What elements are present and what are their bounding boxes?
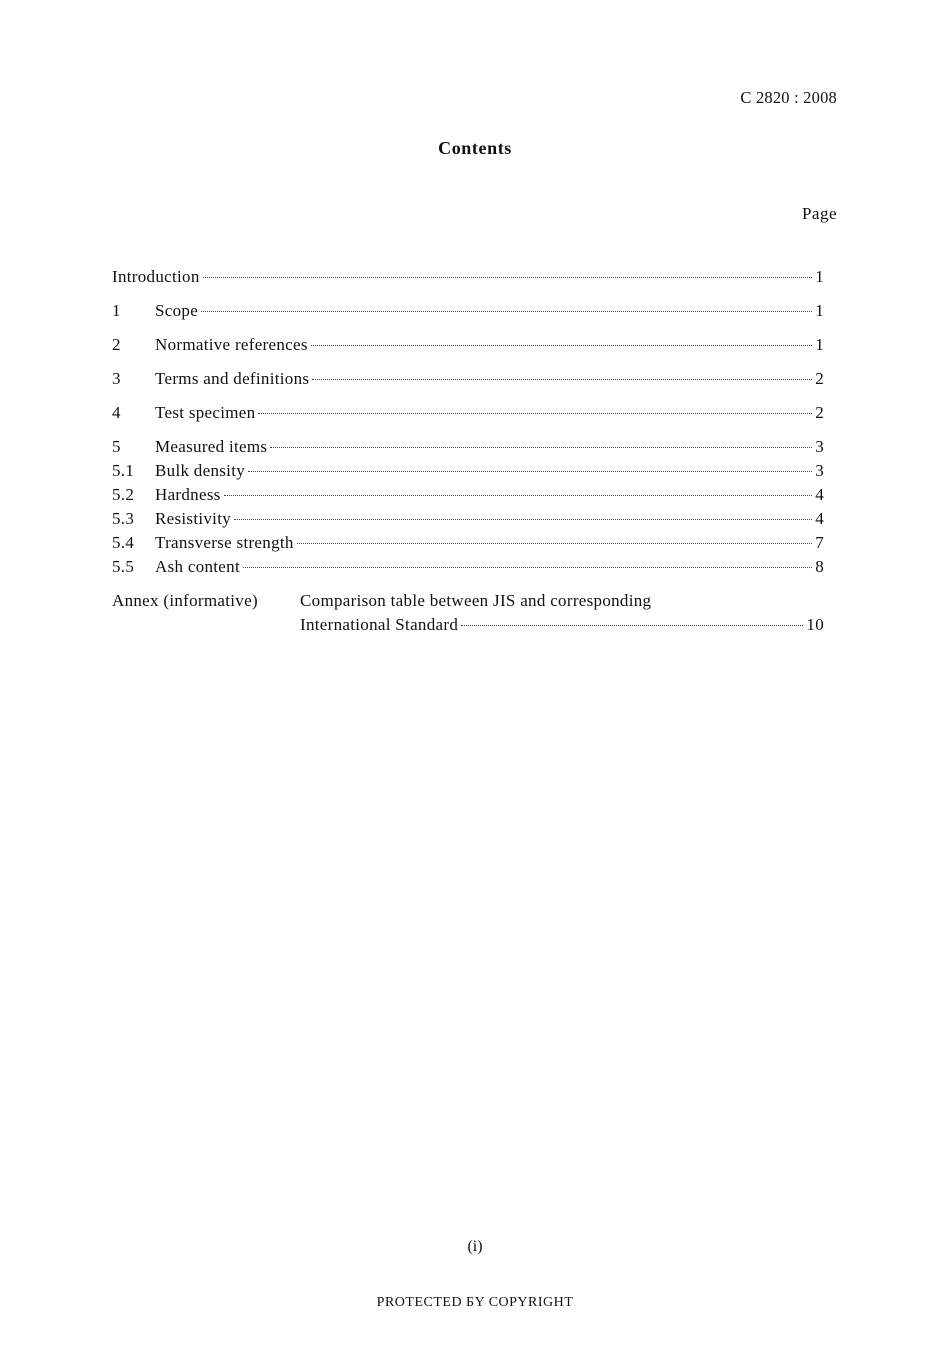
- toc-entry-page: 3: [815, 437, 824, 456]
- copyright-notice: PROTECTED БY COPYRIGHT: [376, 1295, 574, 1310]
- annex-title-line-1: Comparison table between JIS and corresponding: [300, 591, 652, 610]
- toc-entry-page: 1: [815, 335, 824, 354]
- toc-entry-number: 2: [112, 335, 121, 354]
- toc-entry-number: 4: [112, 403, 121, 422]
- toc-entry-title: Resistivity: [155, 509, 232, 528]
- dot-leader: [248, 471, 812, 472]
- contents-title: Contents: [438, 138, 512, 158]
- document-code: C 2820 : 2008: [740, 88, 837, 107]
- toc-entry-title: Bulk density: [155, 461, 246, 480]
- toc-entry-measured-items[interactable]: [112, 435, 824, 459]
- page-column-heading: Page: [801, 204, 837, 223]
- toc-entry-scope[interactable]: [112, 299, 824, 323]
- annex-label: Annex (informative): [112, 591, 258, 610]
- dot-leader: [461, 625, 803, 626]
- toc-entry-title: Ash content: [155, 557, 240, 576]
- toc-entry-title: Normative references: [155, 335, 308, 354]
- toc-entry-page: 8: [815, 557, 824, 576]
- toc-entry-page: 4: [815, 509, 824, 528]
- toc-entry-title: Introduction: [112, 267, 200, 286]
- toc-entry-page: 7: [815, 533, 824, 552]
- toc-entry-test-specimen[interactable]: [112, 401, 824, 425]
- dot-leader: [258, 413, 812, 414]
- dot-leader: [201, 311, 812, 312]
- annex-title-line-2: International Standard: [300, 615, 459, 634]
- toc-entry-number: 5.4: [112, 533, 135, 552]
- dot-leader: [297, 543, 812, 544]
- toc-entry-title: Hardness: [155, 485, 221, 504]
- toc-entry-resistivity[interactable]: [112, 507, 824, 531]
- toc-entry-page: 2: [815, 403, 824, 422]
- dot-leader: [203, 277, 813, 278]
- toc-entry-number: 5.2: [112, 485, 135, 504]
- dot-leader: [224, 495, 813, 496]
- toc-entry-terms-and-definitions[interactable]: [112, 367, 824, 391]
- toc-entry-page: 10: [806, 615, 824, 634]
- annex-line-1: [112, 589, 812, 613]
- toc-entry-page: 2: [815, 369, 824, 388]
- toc-entry-number: 5: [112, 437, 121, 456]
- table-of-contents: [112, 265, 824, 637]
- toc-entry-number: 5.3: [112, 509, 135, 528]
- toc-entry-transverse-strength[interactable]: [112, 531, 824, 555]
- dot-leader: [243, 567, 812, 568]
- toc-entry-title: Scope: [155, 301, 199, 320]
- dot-leader: [234, 519, 812, 520]
- toc-entry-hardness[interactable]: [112, 483, 824, 507]
- toc-entry-page: 1: [815, 301, 824, 320]
- toc-entry-number: 3: [112, 369, 121, 388]
- page-number: (i): [467, 1238, 483, 1255]
- toc-entry-ash-content[interactable]: [112, 555, 824, 579]
- toc-entry-introduction[interactable]: [112, 265, 824, 289]
- toc-entry-bulk-density[interactable]: [112, 459, 824, 483]
- dot-leader: [311, 345, 812, 346]
- toc-entry-number: 5.1: [112, 461, 135, 480]
- toc-entry-number: 1: [112, 301, 121, 320]
- toc-entry-title: Measured items: [155, 437, 268, 456]
- toc-entry-annex[interactable]: [112, 589, 824, 637]
- toc-entry-title: Transverse strength: [155, 533, 294, 552]
- toc-entry-page: 4: [815, 485, 824, 504]
- toc-entry-title: Terms and definitions: [155, 369, 310, 388]
- dot-leader: [312, 379, 812, 380]
- toc-entry-normative-references[interactable]: [112, 333, 824, 357]
- toc-entry-title: Test specimen: [155, 403, 256, 422]
- annex-line-2: [112, 613, 824, 637]
- dot-leader: [270, 447, 812, 448]
- toc-entry-number: 5.5: [112, 557, 135, 576]
- toc-entry-page: 3: [815, 461, 824, 480]
- toc-entry-page: 1: [815, 267, 824, 286]
